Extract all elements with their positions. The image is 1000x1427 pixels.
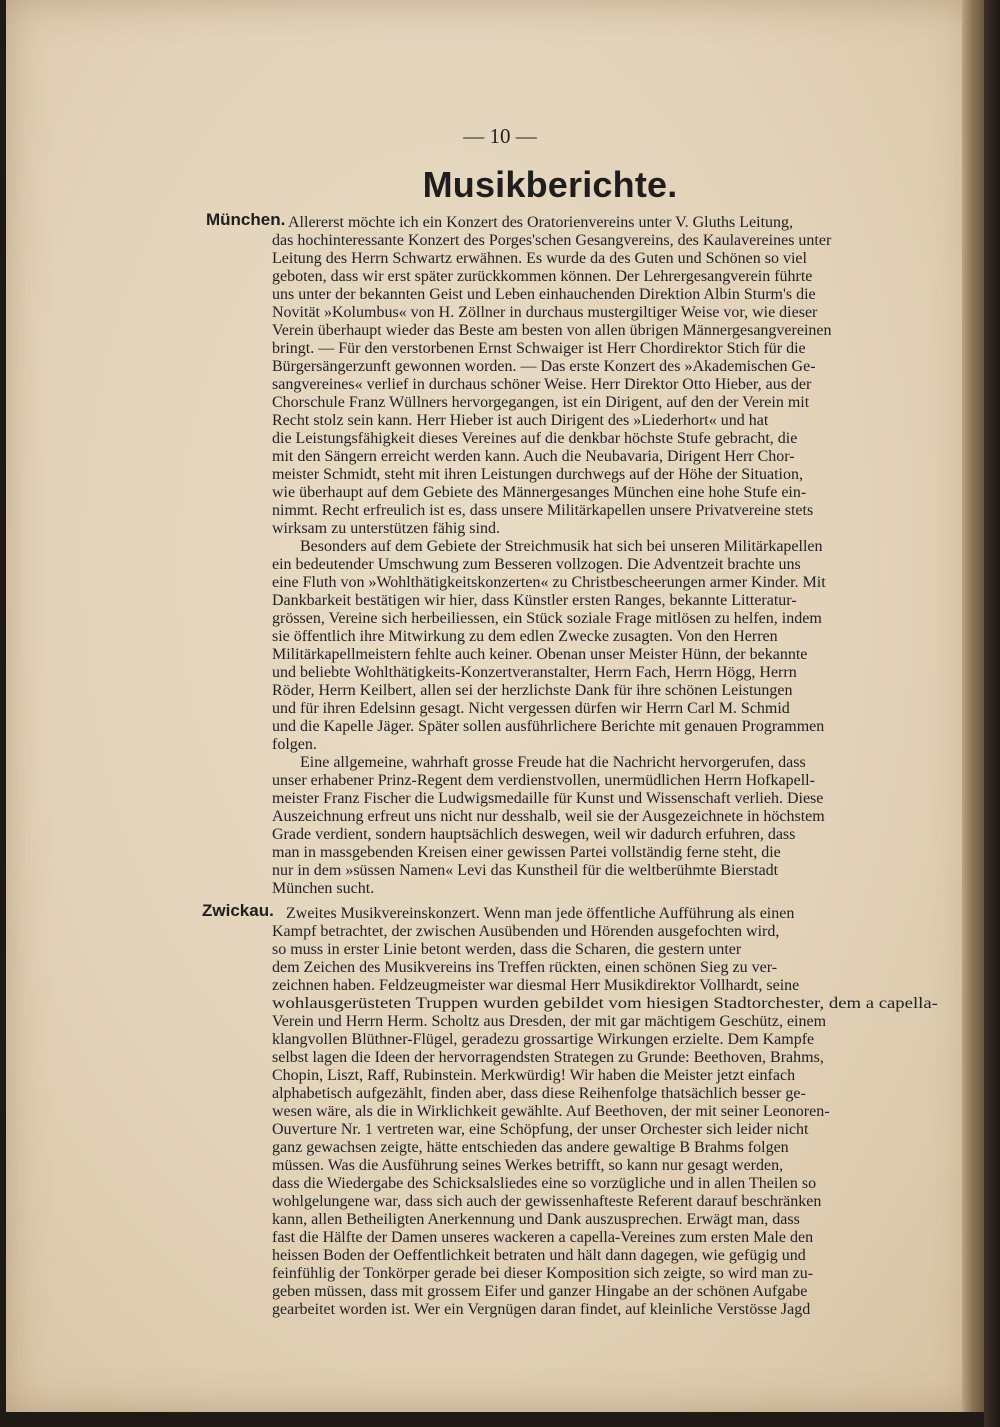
- text-line: Bürgersängerzunft gewonnen worden. — Das erste Konzert des »Akademischen Ge-: [272, 358, 816, 375]
- text-line: Auszeichnung erfreut uns nicht nur desshalb, weil sie der Ausgezeichnete in höchstem: [272, 808, 825, 825]
- text-line: selbst lagen die Ideen der hervorragendsten Strategen zu Grunde: Beethoven, Brahms,: [272, 1049, 824, 1066]
- text-line: müssen. Was die Ausführung seines Werkes betrifft, so kann nur gesagt werden,: [272, 1157, 784, 1174]
- text-line: Eine allgemeine, wahrhaft grosse Freude hat die Nachricht hervorgerufen, dass: [300, 754, 806, 771]
- text-line: wohlausgerüsteten Truppen wurden gebildet vom hiesigen Stadtorchester, dem a capella-: [272, 995, 938, 1012]
- text-line: München sucht.: [272, 880, 375, 897]
- text-line: dem Zeichen des Musikvereins ins Treffen rückten, einen schönen Sieg zu ver-: [272, 959, 778, 976]
- text-line: Leitung des Herrn Schwartz erwähnen. Es wurde da des Guten und Schönen so viel: [272, 250, 807, 267]
- text-line: wesen wäre, als die in Wirklichkeit gewählte. Auf Beethoven, der mit seiner Leonoren-: [272, 1103, 830, 1120]
- text-line: mit den Sängern erreicht werden kann. Auch die Neubavaria, Dirigent Herr Chor-: [272, 448, 795, 465]
- text-line: folgen.: [272, 736, 317, 753]
- text-line: feinfühlig der Tonkörper gerade bei dieser Komposition sich zeigte, so wird man zu-: [272, 1265, 814, 1282]
- text-line: geboten, dass wir erst später zurückkommen können. Der Lehrergesangverein führte: [272, 268, 813, 285]
- text-line: eine Fluth von »Wohlthätigkeitskonzerten« zu Christbescheerungen armer Kinder. Mit: [272, 574, 826, 591]
- text-line: wohlgelungene war, dass sich auch der gewissenhafteste Referent darauf beschränken: [272, 1193, 822, 1210]
- text-line: uns unter der bekannten Geist und Leben einhauchenden Direktion Albin Sturm's die: [272, 286, 816, 303]
- text-line: klangvollen Blüthner-Flügel, geradezu grossartige Wirkungen erzielte. Dem Kampfe: [272, 1031, 815, 1048]
- text-line: und beliebte Wohlthätigkeits-Konzertveranstalter, Herrn Fach, Herrn Högg, Herrn: [272, 664, 797, 681]
- text-line: nur in dem »süssen Namen« Levi das Kunstheil für die weltberühmte Bierstadt: [272, 862, 779, 879]
- text-line: Ouverture Nr. 1 vertreten war, eine Schöpfung, der unser Orchester sich leider nicht: [272, 1121, 809, 1138]
- text-line: Röder, Herrn Keilbert, allen sei der herzlichste Dank für ihre schönen Leistungen: [272, 682, 793, 699]
- text-line: Militärkapellmeistern fehlte auch keiner. Obenan unser Meister Hünn, der bekannte: [272, 646, 808, 663]
- text-line: sangvereines« verlief in durchaus schöner Weise. Herr Direktor Otto Hieber, aus der: [272, 376, 812, 393]
- text-line: Dankbarkeit bestätigen wir hier, dass Künstler ersten Ranges, bekannte Litteratur-: [272, 592, 797, 609]
- section-heading-zwickau: Zwickau.: [202, 901, 274, 920]
- text-line: Allererst möchte ich ein Konzert des Oratorienvereins unter V. Gluths Leitung,: [288, 214, 794, 231]
- text-line: die Leistungsfähigkeit dieses Vereines auf die denkbar höchste Stufe gebracht, die: [272, 430, 798, 447]
- text-line: dass die Wiedergabe des Schicksalsliedes eine so vorzügliche und in allen Theilen so: [272, 1175, 817, 1192]
- text-line: man in massgebenden Kreisen einer gewissen Partei vollständig ferne steht, die: [272, 844, 781, 861]
- text-line: und die Kapelle Jäger. Später sollen ausführlichere Berichte mit genauen Programmen: [272, 718, 825, 735]
- text-line: wie überhaupt auf dem Gebiete des Männergesanges München eine hohe Stufe ein-: [272, 484, 807, 501]
- section-heading-muenchen: München.: [206, 210, 286, 229]
- page-number: — 10 —: [463, 124, 537, 148]
- text-line: und für ihren Edelsinn gesagt. Nicht vergessen dürfen wir Herrn Carl M. Schmid: [272, 700, 790, 717]
- text-line: Zweites Musikvereinskonzert. Wenn man jede öffentliche Aufführung als einen: [286, 905, 795, 922]
- text-line: das hochinteressante Konzert des Porges'schen Gesangvereins, des Kaulavereines unter: [272, 232, 832, 249]
- text-line: ganz gewachsen zeigte, hätte entschieden das andere gewaltige B Brahms folgen: [272, 1139, 789, 1156]
- text-line: Verein überhaupt wieder das Beste am besten von allen übrigen Männergesangvereinen: [272, 322, 832, 339]
- text-line: Verein und Herrn Herm. Scholtz aus Dresden, der mit gar mächtigem Geschütz, einem: [272, 1013, 827, 1030]
- text-line: unser erhabener Prinz-Regent dem verdienstvollen, unermüdlichen Herrn Hofkapell-: [272, 772, 815, 789]
- text-line: bringt. — Für den verstorbenen Ernst Schwaiger ist Herr Chordirektor Stich für die: [272, 340, 806, 357]
- text-line: Kampf betrachtet, der zwischen Ausübenden und Hörenden ausgefochten wird,: [272, 923, 780, 940]
- page-title: Musikberichte.: [422, 164, 678, 205]
- text-line: kann, allen Betheiligten Anerkennung und Dank auszusprechen. Erwägt man, dass: [272, 1211, 800, 1228]
- text-line: geben müssen, dass mit grossem Eifer und ganzer Hingabe an der schönen Aufgabe: [272, 1283, 808, 1300]
- text-line: Novität »Kolumbus« von H. Zöllner in durchaus mustergiltiger Weise vor, wie dieser: [272, 304, 818, 321]
- text-line: Grade verdient, sondern hauptsächlich deswegen, weil wir dadurch erfuhren, dass: [272, 826, 796, 843]
- text-line: meister Schmidt, steht mit ihren Leistungen durchwegs auf der Höhe der Situation,: [272, 466, 803, 483]
- book-edge: [984, 0, 1000, 1427]
- text-line: ein bedeutender Umschwung zum Besseren vollzogen. Die Adventzeit brachte uns: [272, 556, 801, 573]
- text-line: Recht stolz sein kann. Herr Hieber ist auch Dirigent des »Liederhort« und hat: [272, 412, 769, 429]
- text-line: sie öffentlich ihre Mitwirkung zu dem edlen Zwecke zusagten. Von den Herren: [272, 628, 778, 645]
- text-line: so muss in erster Linie betont werden, dass die Scharen, die gestern unter: [272, 941, 742, 958]
- text-line: fast die Hälfte der Damen unseres wackeren a capella-Vereines zum ersten Male den: [272, 1229, 814, 1246]
- text-line: gearbeitet worden ist. Wer ein Vergnügen daran findet, auf kleinliche Verstösse Jagd: [272, 1301, 811, 1318]
- text-line: meister Franz Fischer die Ludwigsmedaille für Kunst und Wissenschaft verlieh. Diese: [272, 790, 824, 807]
- text-line: wirksam zu unterstützen fähig sind.: [272, 520, 500, 537]
- text-line: Chopin, Liszt, Raff, Rubinstein. Merkwürdig! Wir haben die Meister jetzt einfach: [272, 1067, 796, 1084]
- text-line: heissen Boden der Oeffentlichkeit betraten und hält dann dagegen, wie gefügig und: [272, 1247, 806, 1264]
- text-line: zeichnen haben. Feldzeugmeister war diesmal Herr Musikdirektor Vollhardt, seine: [272, 977, 800, 994]
- text-line: Chorschule Franz Wüllners hervorgegangen, ist ein Dirigent, auf den der Verein mit: [272, 394, 810, 411]
- text-line: alphabetisch aufgezählt, finden aber, dass diese Reihenfolge thatsächlich besser ge-: [272, 1085, 806, 1102]
- text-line: grössen, Vereine sich herbeiliessen, ein Stück soziale Frage mitlösen zu helfen, indem: [272, 610, 822, 627]
- text-line: nimmt. Recht erfreulich ist es, dass unsere Militärkapellen unsere Privatvereine stets: [272, 502, 814, 519]
- text-line: Besonders auf dem Gebiete der Streichmusik hat sich bei unseren Militärkapellen: [300, 538, 823, 555]
